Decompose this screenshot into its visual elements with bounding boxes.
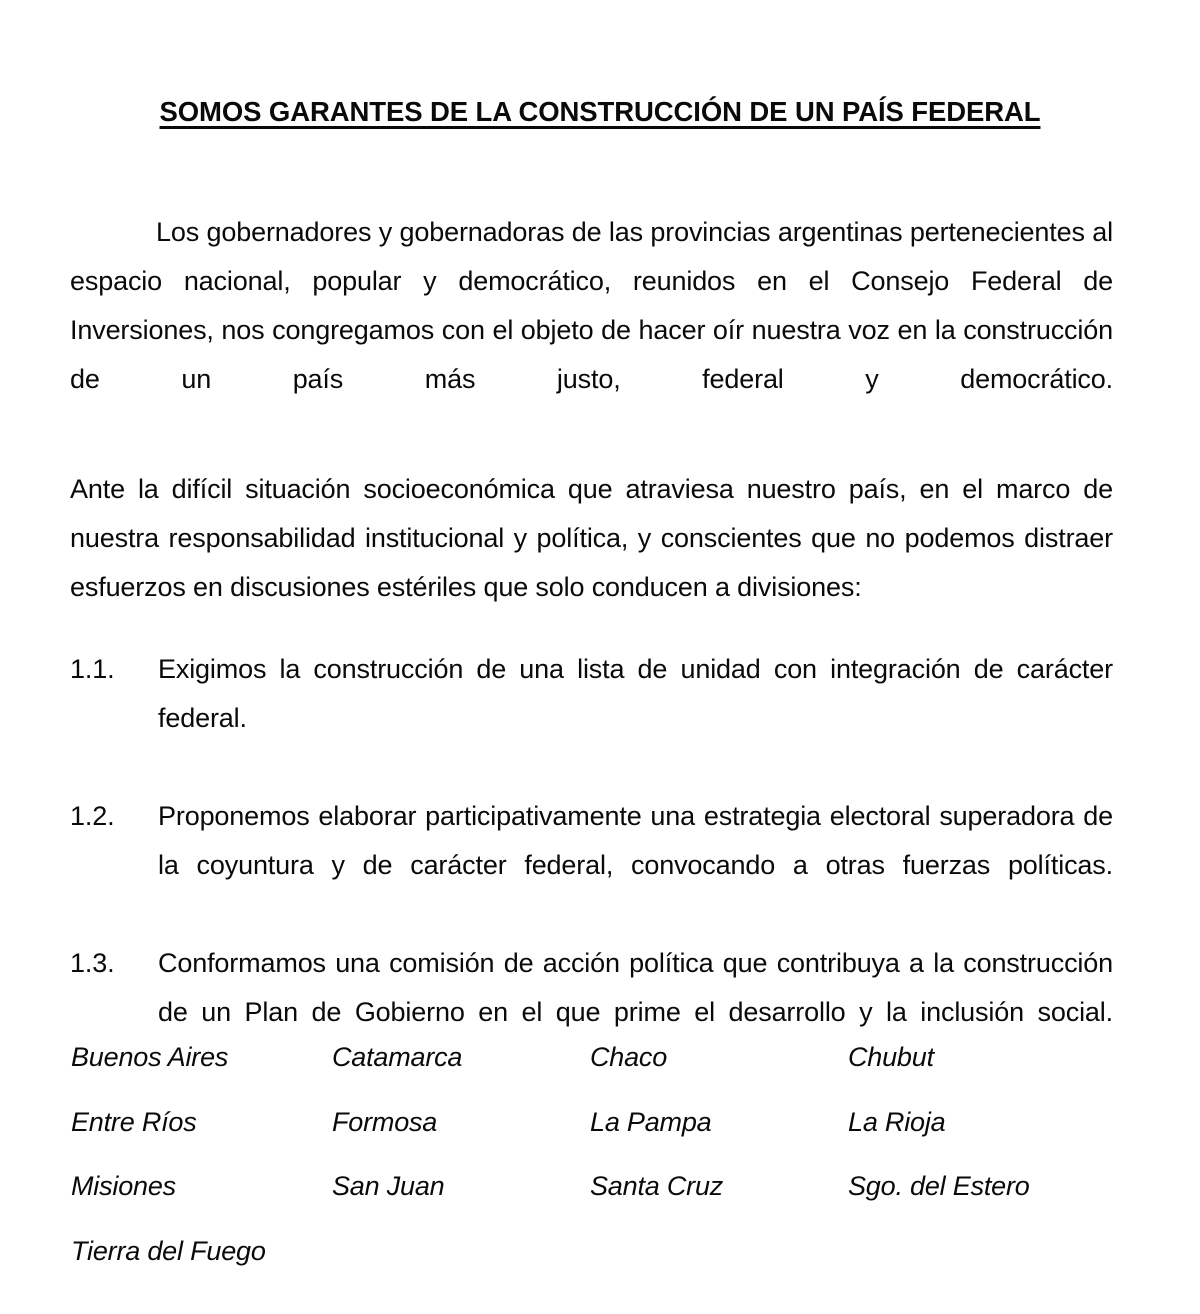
province-item: San Juan bbox=[332, 1171, 445, 1201]
page-title-text: SOMOS GARANTES DE LA CONSTRUCCIÓN DE UN PAÍS FEDERAL bbox=[159, 96, 1041, 128]
province-item: Tierra del Fuego bbox=[71, 1235, 266, 1266]
province-item: La Pampa bbox=[590, 1106, 712, 1137]
province-item: Santa Cruz bbox=[590, 1171, 724, 1201]
list-item bbox=[70, 792, 1113, 939]
paragraph-2: Ante la difícil situación socioeconómica que atraviesa nuestro país, en el marco de nuestra responsabilidad institucional y política, y conscientes que no podemos distraer esfuerzos en discusiones estériles que solo conducen a divisiones: bbox=[70, 474, 1113, 602]
province-item: Entre Ríos bbox=[71, 1106, 197, 1137]
list-item bbox=[70, 645, 1113, 792]
list-item-text: Exigimos la construcción de una lista de unidad con integración de carácter federal. bbox=[158, 654, 1113, 733]
document-body bbox=[70, 208, 1113, 1086]
list-item-text: Proponemos elaborar participativamente una estrategia electoral superadora de la coyuntura y de carácter federal, convocando a otras fuerzas políticas. bbox=[158, 801, 1113, 880]
paragraph-1: Los gobernadores y gobernadoras de las provincias argentinas pertenecientes al espacio nacional, popular y democrático, reunidos en el Consejo Federal de Inversiones, nos congregamos con el objeto de hacer oír nuestra voz en la construcción de un país más justo, federal y democrático. bbox=[70, 217, 1113, 394]
province-item: Sgo. del Estero bbox=[848, 1171, 1030, 1201]
province-item: Misiones bbox=[71, 1171, 176, 1201]
province-item: Formosa bbox=[332, 1106, 438, 1137]
numbered-list bbox=[70, 645, 1113, 1086]
list-item-number: 1.3. bbox=[70, 948, 115, 978]
province-item: La Rioja bbox=[848, 1106, 946, 1137]
province-item: Buenos Aires bbox=[71, 1042, 229, 1072]
list-item-number: 1.2. bbox=[70, 801, 115, 831]
list-item-number: 1.1. bbox=[70, 654, 115, 684]
province-item: Chaco bbox=[590, 1042, 668, 1072]
list-item-text: Conformamos una comisión de acción política que contribuya a la construcción de un Plan de Gobierno en el que prime el desarrollo y la inclusión social. bbox=[158, 948, 1113, 1027]
page-title bbox=[0, 96, 1200, 128]
signatory-province-grid bbox=[71, 1036, 1121, 1294]
province-item: Chubut bbox=[848, 1042, 934, 1072]
province-item: Catamarca bbox=[332, 1042, 463, 1072]
